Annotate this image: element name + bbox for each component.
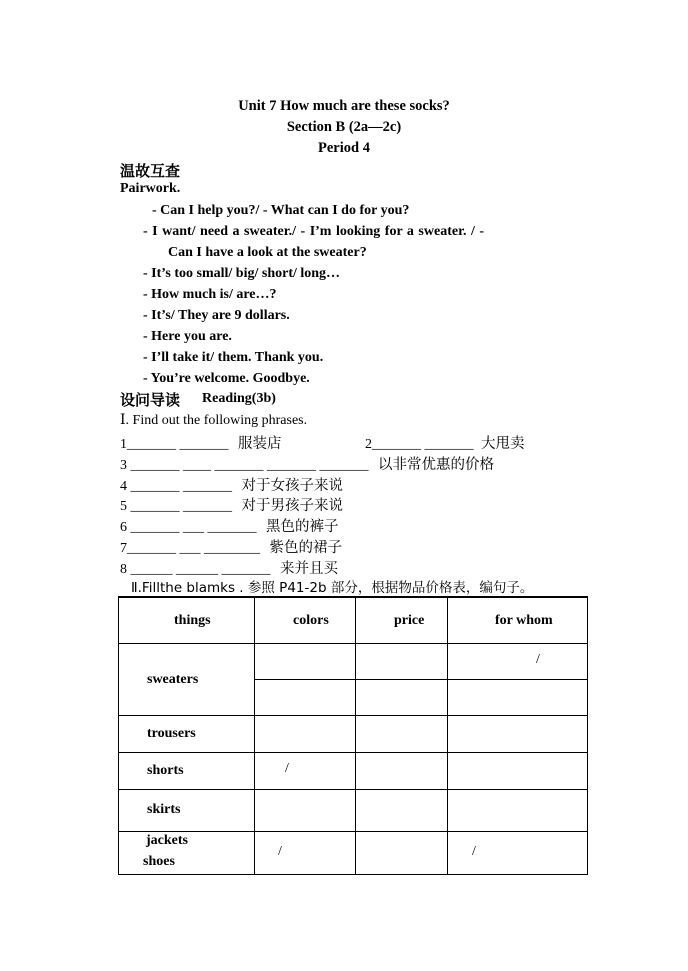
header-for-whom: for whom [448,597,588,643]
row-label-trousers: trousers [119,715,255,752]
phrase-row [120,557,338,578]
phrase-row [365,432,525,453]
input-cell[interactable] [448,789,588,831]
phrase-row [120,494,343,515]
reading-label: Reading(3b) [202,391,276,406]
phrase-number: 7 [120,541,127,556]
input-cell[interactable] [356,643,448,679]
input-cell[interactable] [255,831,356,874]
review-heading: 温故互查 [120,162,181,180]
header-price: price [356,597,448,643]
input-cell[interactable] [448,643,588,679]
input-cell[interactable] [448,679,588,715]
table-row [119,789,588,831]
review-line-2: - I want/ need a sweater./ - I’m looking for a sweater. / - [143,224,485,239]
phrase-number: 4 [120,479,127,494]
phrase-meaning: 紫色的裙子 [269,540,342,556]
phrase-blanks: _______ ___ ________ [127,541,260,556]
pairwork-label: Pairwork. [120,181,181,196]
phrase-blanks: ______ ______ _______ [130,562,271,577]
slash-mark: / [278,843,282,859]
phrase-row [120,432,282,453]
input-cell[interactable] [255,715,356,752]
review-line-6: - It’s/ They are 9 dollars. [143,308,290,323]
section-title: Section B (2a—2c) [286,119,402,135]
header-things: things [119,597,255,643]
input-cell[interactable] [448,752,588,789]
phrase-meaning: 服装店 [238,436,282,452]
phrase-blanks: _______ _______ [127,437,229,452]
input-cell[interactable] [356,789,448,831]
input-cell[interactable] [356,831,448,874]
input-cell[interactable] [255,679,356,715]
phrase-number: 1 [120,437,127,452]
review-line-4: - It’s too small/ big/ short/ long… [143,266,341,281]
phrase-row [120,536,342,557]
table-row [119,831,588,874]
slash-mark: / [536,651,540,667]
part1-title: Ⅰ. Find out the following phrases. [120,413,308,428]
slash-mark: / [472,843,476,859]
table-row [119,643,588,679]
phrase-row [120,453,494,474]
input-cell[interactable] [448,831,588,874]
review-line-9: - You’re welcome. Goodbye. [143,371,310,386]
input-cell[interactable] [255,789,356,831]
input-cell[interactable] [255,752,356,789]
phrase-row [120,474,343,495]
review-line-3: Can I have a look at the sweater? [168,245,367,260]
input-cell[interactable] [448,715,588,752]
phrase-number: 5 [120,499,127,514]
input-cell[interactable] [255,643,356,679]
input-cell[interactable] [356,752,448,789]
part2-title: Ⅱ.Fillthe blamks . 参照 P41-2b 部分，根据物品价格表，编句子。 [131,580,534,596]
phrase-row [120,515,339,536]
table-header-row [119,597,588,643]
phrase-blanks: _______ ____ _______ _______ _______ [130,458,369,473]
phrase-blanks: _______ _______ [130,499,232,514]
phrase-number: 3 [120,458,127,473]
row-label-skirts: skirts [119,789,255,831]
review-line-5: - How much is/ are…? [143,287,277,302]
input-cell[interactable] [356,715,448,752]
phrase-meaning: 来并且买 [280,561,338,577]
review-line-7: - Here you are. [143,329,232,344]
phrase-meaning: 黑色的裤子 [266,519,339,535]
period-title: Period 4 [318,140,370,156]
table-row [119,715,588,752]
phrase-meaning: 对于女孩子来说 [241,478,343,494]
phrase-blanks: _______ _______ [130,479,232,494]
table-row [119,752,588,789]
phrase-blanks: _______ _______ [372,437,474,452]
row-label-shorts: shorts [119,752,255,789]
header-colors: colors [255,597,356,643]
phrase-number: 2 [365,437,372,452]
phrase-blanks: _______ ___ _______ [130,520,257,535]
slash-mark: / [285,760,289,776]
review-line-8: - I’ll take it/ them. Thank you. [143,350,324,365]
review-line-1: - Can I help you?/ - What can I do for you? [152,203,410,218]
price-table [118,596,588,875]
row-label-jackets-shoes: jackets shoes [119,831,255,874]
phrase-number: 6 [120,520,127,535]
phrase-meaning: 对于男孩子来说 [241,498,343,514]
phrase-meaning: 以非常优惠的价格 [378,457,494,473]
phrase-number: 8 [120,562,127,577]
input-cell[interactable] [356,679,448,715]
guide-heading: 设问导读 [120,391,181,409]
phrase-meaning: 大甩卖 [481,436,525,452]
row-label-sweaters: sweaters [119,643,255,715]
unit-title: Unit 7 How much are these socks? [238,98,450,114]
